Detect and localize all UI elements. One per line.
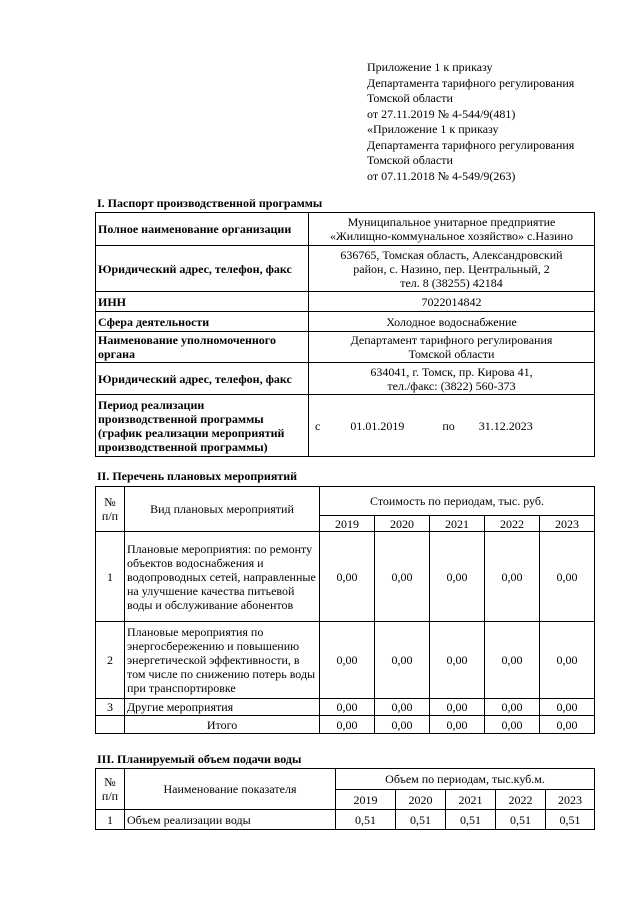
row-value: 0,00 [375, 532, 430, 622]
year-header: 2020 [396, 790, 446, 810]
row-value: 0,00 [540, 622, 595, 699]
row-value: 7022014842 [309, 292, 595, 312]
value-line: район, с. Назино, пер. Центральный, 2 [353, 261, 550, 276]
row-value: 0,00 [375, 622, 430, 699]
row-value: 0,00 [320, 622, 375, 699]
passport-table [95, 212, 595, 457]
period-label: Период реализации производственной программы (график реализации мероприятий производственной программы) [96, 395, 309, 457]
year-header: 2023 [546, 790, 595, 810]
table-row [96, 292, 595, 312]
header-line: «Приложение 1 к приказу [367, 122, 499, 136]
value-line: 634041, г. Томск, пр. Кирова 41, [370, 364, 533, 379]
table-row [96, 395, 595, 457]
row-name: Объем реализации воды [125, 810, 336, 830]
section3-title: III. Планируемый объем подачи воды [97, 752, 302, 766]
table-row [96, 332, 595, 363]
row-value: 0,00 [430, 532, 485, 622]
row-number: 3 [96, 699, 125, 716]
table-row [96, 810, 595, 830]
approval-header [367, 60, 627, 184]
value-line: тел. 8 (38255) 42184 [400, 275, 503, 290]
value-line: Муниципальное унитарное предприятие [347, 215, 556, 229]
total-value: 0,00 [375, 716, 430, 734]
value-line: «Жилищно-коммунальное хозяйство» с.Назино [330, 229, 573, 243]
table-row [96, 532, 595, 622]
header-line: Приложение 1 к приказу [367, 60, 493, 74]
row-value: 0,00 [540, 532, 595, 622]
row-name: Другие мероприятия [125, 699, 320, 716]
row-number: 2 [96, 622, 125, 699]
value-line: тел./факс: (3822) 560-373 [387, 378, 516, 393]
period-value [309, 395, 595, 457]
total-value: 0,00 [485, 716, 540, 734]
period-from-date: 01.01.2019 [350, 418, 405, 433]
row-value: 0,00 [430, 622, 485, 699]
row-number: 1 [96, 810, 125, 830]
table-row [96, 312, 595, 332]
col-volume-header: Объем по периодам, тыс.куб.м. [336, 769, 595, 790]
col-number-header: № п/п [96, 487, 125, 532]
row-value: 0,51 [336, 810, 396, 830]
year-header: 2019 [320, 516, 375, 532]
year-header: 2019 [336, 790, 396, 810]
row-label: Юридический адрес, телефон, факс [96, 363, 309, 395]
value-line: Департамент тарифного регулирования [350, 333, 553, 347]
row-value: 0,00 [485, 532, 540, 622]
col-name-header: Вид плановых мероприятий [125, 487, 320, 532]
year-header: 2022 [496, 790, 546, 810]
header-line: Департамента тарифного регулирования [367, 137, 575, 152]
row-label: Наименование уполномоченного органа [96, 332, 309, 363]
activities-table [95, 486, 595, 734]
table-row [96, 699, 595, 716]
row-value: 0,51 [396, 810, 446, 830]
total-label: Итого [125, 716, 320, 734]
row-value: 0,51 [446, 810, 496, 830]
header-line: Департамента тарифного регулирования [367, 75, 575, 90]
year-header: 2022 [485, 516, 540, 532]
volume-table [95, 768, 595, 830]
year-header: 2021 [446, 790, 496, 810]
row-label: Сфера деятельности [96, 312, 309, 332]
row-number: 1 [96, 532, 125, 622]
row-value: 0,00 [485, 622, 540, 699]
col-number-header: № п/п [96, 769, 125, 810]
row-label: Полное наименование организации [96, 213, 309, 246]
total-row [96, 716, 595, 734]
table-header-row [96, 487, 595, 516]
row-label: ИНН [96, 292, 309, 312]
row-value: 0,00 [320, 699, 375, 716]
header-line: Томской области [367, 153, 453, 167]
col-cost-header: Стоимость по периодам, тыс. руб. [320, 487, 595, 516]
table-row [96, 246, 595, 292]
table-header-row [96, 769, 595, 790]
header-line: от 07.11.2018 № 4-549/9(263) [367, 168, 516, 183]
row-name: Плановые мероприятия по энергосбережению и повышению энергетической эффективности, в том числе по снижению потерь воды при транспортировке [125, 622, 320, 699]
row-value [309, 213, 595, 246]
row-value: Холодное водоснабжение [309, 312, 595, 332]
period-to-date: 31.12.2023 [478, 418, 533, 433]
row-value [309, 332, 595, 363]
row-value [309, 363, 595, 395]
period-to-word: по [442, 418, 455, 433]
header-line: Томской области [367, 91, 453, 105]
row-value [309, 246, 595, 292]
row-value: 0,00 [320, 532, 375, 622]
row-label: Юридический адрес, телефон, факс [96, 246, 309, 292]
year-header: 2020 [375, 516, 430, 532]
table-row [96, 213, 595, 246]
row-name: Плановые мероприятия: по ремонту объектов водоснабжения и водопроводных сетей, направленные на улучшение качества питьевой воды и обслуживание абонентов [125, 532, 320, 622]
table-row [96, 363, 595, 395]
table-row [96, 622, 595, 699]
section1-title: I. Паспорт производственной программы [97, 196, 323, 210]
row-value: 0,00 [375, 699, 430, 716]
col-name-header: Наименование показателя [125, 769, 336, 810]
row-value: 0,51 [496, 810, 546, 830]
period-from-word: с [315, 418, 321, 433]
year-header: 2023 [540, 516, 595, 532]
total-blank [96, 716, 125, 734]
row-value: 0,51 [546, 810, 595, 830]
row-value: 0,00 [430, 699, 485, 716]
row-value: 0,00 [540, 699, 595, 716]
year-header: 2021 [430, 516, 485, 532]
total-value: 0,00 [430, 716, 485, 734]
header-line: от 27.11.2019 № 4-544/9(481) [367, 106, 516, 121]
total-value: 0,00 [320, 716, 375, 734]
row-value: 0,00 [485, 699, 540, 716]
value-line: 636765, Томская область, Александровский [340, 247, 563, 262]
section2-title: II. Перечень плановых мероприятий [97, 469, 298, 483]
total-value: 0,00 [540, 716, 595, 734]
value-line: Томской области [408, 347, 495, 361]
